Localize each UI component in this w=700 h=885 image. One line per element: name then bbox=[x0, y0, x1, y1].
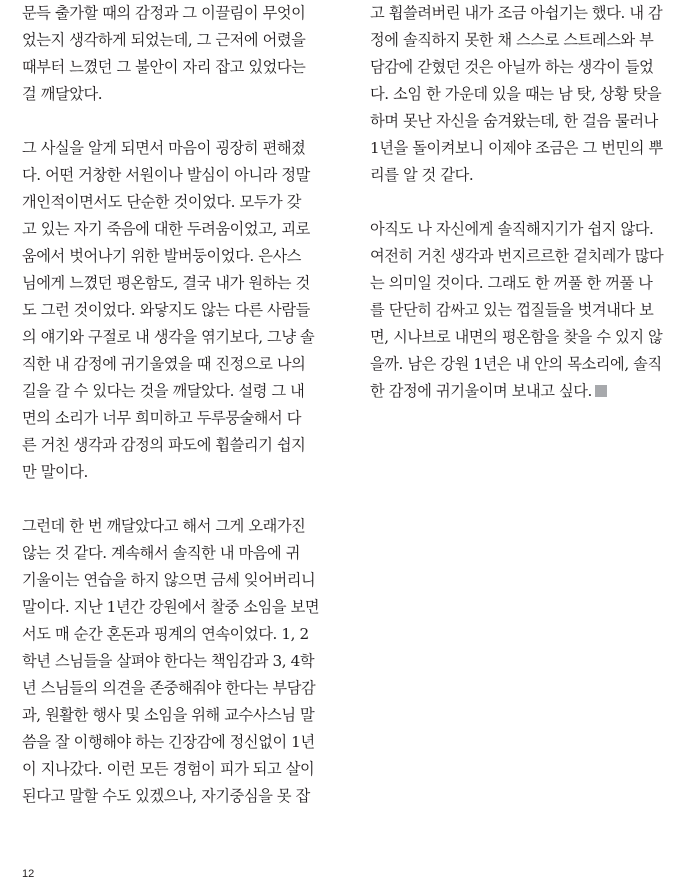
text-line: 1년을 돌이켜보니 이제야 조금은 그 번민의 뿌 bbox=[370, 139, 663, 157]
text-line: 리를 알 것 같다. bbox=[370, 166, 474, 184]
text-line: 문득 출가할 때의 감정과 그 이끌림이 무엇이 bbox=[22, 4, 306, 22]
text-line: 아직도 나 자신에게 솔직해지기가 쉽지 않다. bbox=[370, 220, 654, 238]
text-line: 를 단단히 감싸고 있는 껍질들을 벗겨내다 보 bbox=[370, 301, 654, 319]
text-line: 여전히 거친 생각과 번지르르한 겉치레가 많다 bbox=[370, 247, 664, 265]
text-line: 씀을 잘 이행해야 하는 긴장감에 정신없이 1년 bbox=[22, 733, 315, 751]
text-line: 길을 갈 수 있다는 것을 깨달았다. 설령 그 내 bbox=[22, 382, 305, 400]
text-line: 면의 소리가 너무 희미하고 두루뭉술해서 다 bbox=[22, 409, 302, 427]
paragraph-gap bbox=[22, 486, 322, 513]
text-line: 고 있는 자기 죽음에 대한 두려움이었고, 괴로 bbox=[22, 220, 310, 238]
text-line: 과, 원활한 행사 및 소임을 위해 교수사스님 말 bbox=[22, 706, 315, 724]
text-line: 는 의미일 것이다. 그래도 한 꺼풀 한 꺼풀 나 bbox=[370, 274, 653, 292]
text-line: 의 얘기와 구절로 내 생각을 엮기보다, 그냥 솔 bbox=[22, 328, 315, 346]
paragraph bbox=[22, 135, 322, 486]
text-line: 년 스님들의 의견을 존중해줘야 한다는 부담감 bbox=[22, 679, 316, 697]
text-line: 고 휩쓸려버린 내가 조금 아쉽기는 했다. 내 감 bbox=[370, 4, 663, 22]
text-line: 기울이는 연습을 하지 않으면 금세 잊어버리니 bbox=[22, 571, 316, 589]
text-line: 개인적이면서도 단순한 것이었다. 모두가 갖 bbox=[22, 193, 302, 211]
text-line: 직한 내 감정에 귀기울였을 때 진정으로 나의 bbox=[22, 355, 306, 373]
text-line: 때부터 느꼈던 그 불안이 자리 잡고 있었다는 bbox=[22, 58, 306, 76]
text-line: 담감에 갇혔던 것은 아닐까 하는 생각이 들었 bbox=[370, 58, 654, 76]
text-line: 면, 시나브로 내면의 평온함을 찾을 수 있지 않 bbox=[370, 328, 663, 346]
text-line: 않는 것 같다. 계속해서 솔직한 내 마음에 귀 bbox=[22, 544, 301, 562]
end-of-article-mark bbox=[595, 385, 607, 397]
text-line: 른 거친 생각과 감정의 파도에 휩쓸리기 쉽지 bbox=[22, 436, 306, 454]
text-line: 된다고 말할 수도 있겠으나, 자기중심을 못 잡 bbox=[22, 787, 310, 805]
text-line: 도 그런 것이었다. 와닿지도 않는 다른 사람들 bbox=[22, 301, 310, 319]
text-line: 하며 못난 자신을 숨겨왔는데, 한 걸음 물러나 bbox=[370, 112, 658, 130]
paragraph bbox=[370, 216, 670, 405]
text-line: 었는지 생각하게 되었는데, 그 근저에 어렸을 bbox=[22, 31, 306, 49]
text-line: 다. 소임 한 가운데 있을 때는 남 탓, 상황 탓을 bbox=[370, 85, 662, 103]
right-text-column bbox=[370, 0, 670, 405]
text-line: 걸 깨달았다. bbox=[22, 85, 103, 103]
text-line bbox=[370, 378, 670, 405]
text-line: 서도 매 순간 혼돈과 핑계의 연속이었다. 1, 2 bbox=[22, 625, 309, 643]
paragraph bbox=[370, 0, 670, 189]
text-line: 이 지나갔다. 이런 모든 경험이 피가 되고 살이 bbox=[22, 760, 315, 778]
text-line: 그 사실을 알게 되면서 마음이 굉장히 편해졌 bbox=[22, 139, 306, 157]
text-line: 을까. 남은 강원 1년은 내 안의 목소리에, 솔직 bbox=[370, 355, 662, 373]
left-text-column bbox=[22, 0, 322, 810]
text-line: 정에 솔직하지 못한 채 스스로 스트레스와 부 bbox=[370, 31, 654, 49]
text-line: 다. 어떤 거창한 서원이나 발심이 아니라 정말 bbox=[22, 166, 310, 184]
text-line: 그런데 한 번 깨달았다고 해서 그게 오래가진 bbox=[22, 517, 306, 535]
paragraph bbox=[22, 513, 322, 810]
text-line: 학년 스님들을 살펴야 한다는 책임감과 3, 4학 bbox=[22, 652, 315, 670]
text-line: 말이다. 지난 1년간 강원에서 찰중 소임을 보면 bbox=[22, 598, 320, 616]
text-line: 만 말이다. bbox=[22, 463, 88, 481]
text-line: 님에게 느꼈던 평온함도, 결국 내가 원하는 것 bbox=[22, 274, 310, 292]
paragraph bbox=[22, 0, 322, 108]
paragraph-gap bbox=[370, 189, 670, 216]
paragraph-gap bbox=[22, 108, 322, 135]
text-line: 움에서 벗어나기 위한 발버둥이었다. 은사스 bbox=[22, 247, 302, 265]
text-line-content: 한 감정에 귀기울이며 보내고 싶다. bbox=[370, 382, 592, 400]
page-number: 12 bbox=[22, 868, 35, 880]
